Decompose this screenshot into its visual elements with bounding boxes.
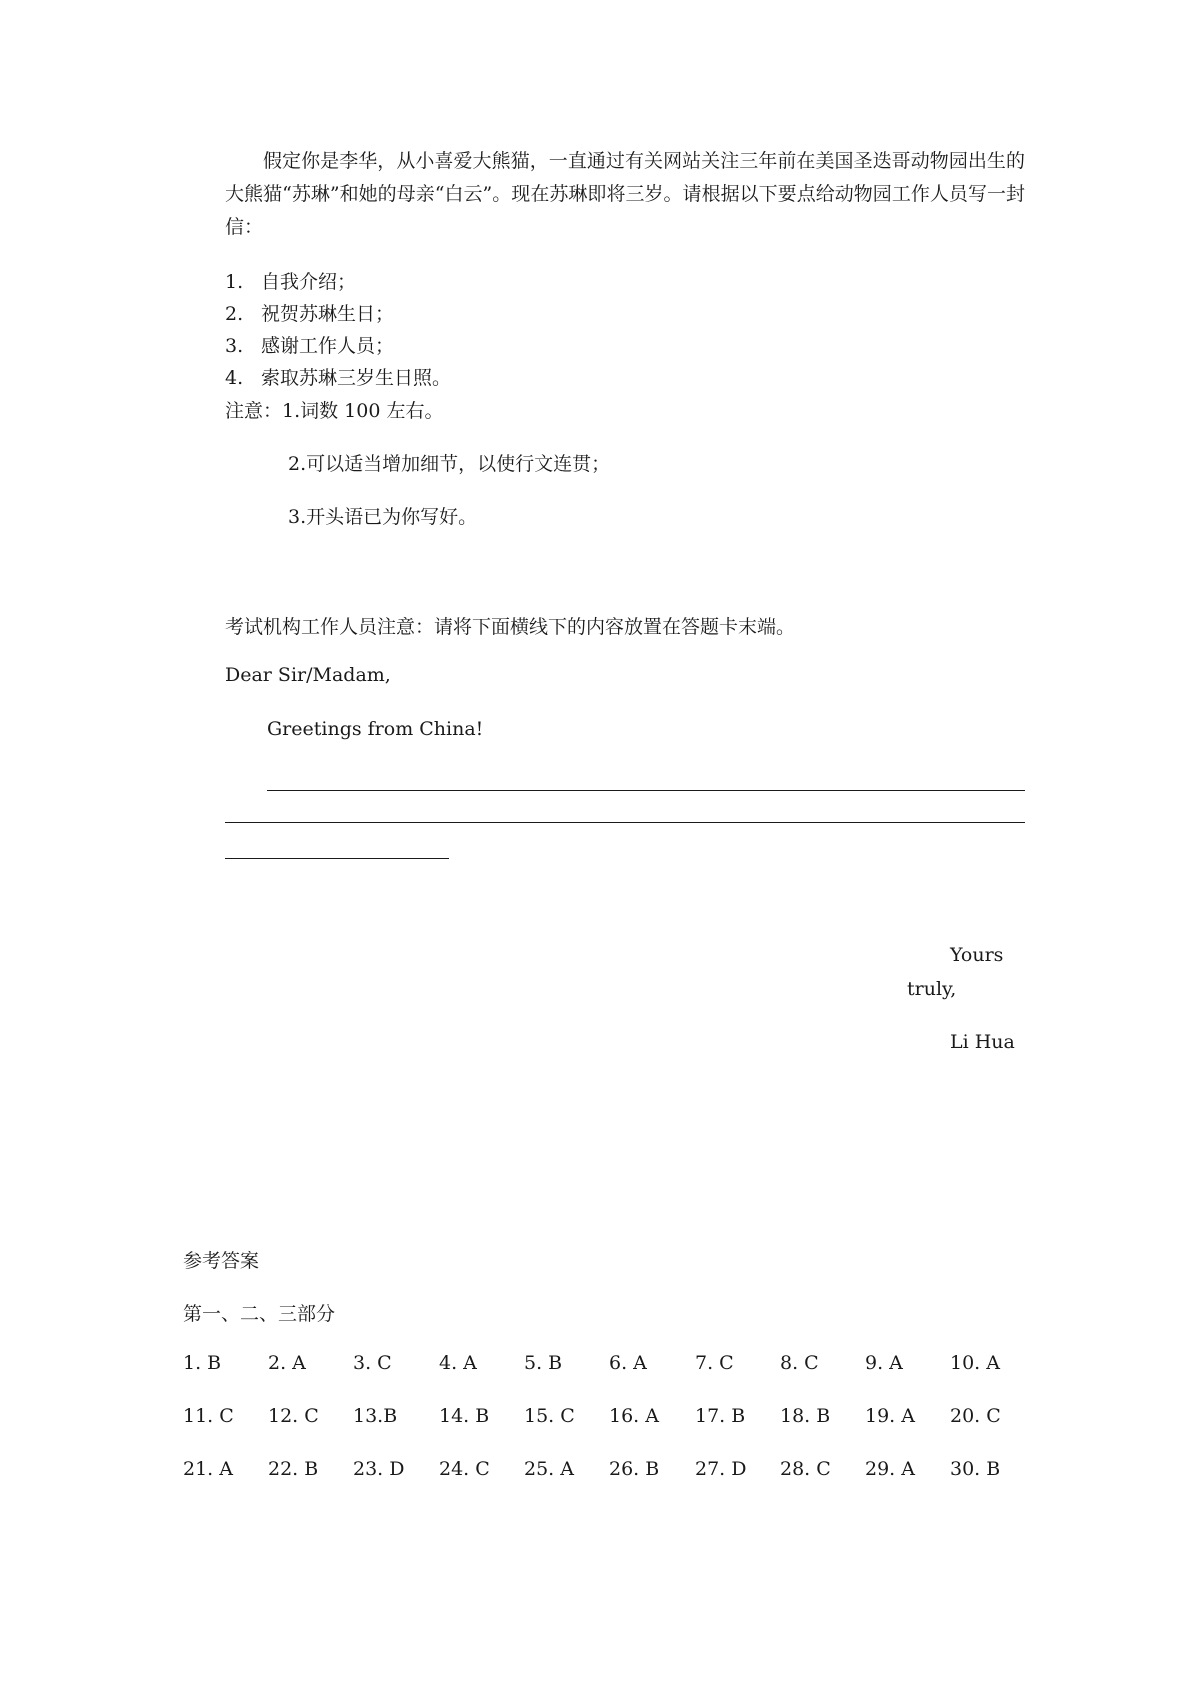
answer-cell: 2. A bbox=[268, 1352, 306, 1374]
answer-row bbox=[183, 1405, 1083, 1435]
answer-cell: 21. A bbox=[183, 1458, 233, 1480]
answer-cell: 23. D bbox=[353, 1458, 405, 1480]
answers-title: 参考答案 bbox=[183, 1250, 260, 1272]
answer-cell: 27. D bbox=[695, 1458, 747, 1480]
answer-cell: 4. A bbox=[439, 1352, 477, 1374]
requirement-item bbox=[225, 266, 356, 298]
requirement-text: 感谢工作人员； bbox=[261, 335, 395, 357]
note-2: 2.可以适当增加细节，以使行文连贯； bbox=[288, 453, 611, 475]
answer-row bbox=[183, 1352, 1083, 1382]
letter-salutation: Dear Sir/Madam, bbox=[225, 664, 391, 686]
answer-cell: 5. B bbox=[524, 1352, 563, 1374]
answer-cell: 29. A bbox=[865, 1458, 915, 1480]
note-3: 3.开头语已为你写好。 bbox=[288, 506, 478, 528]
writing-blank-line bbox=[225, 858, 449, 859]
notes-label: 注意：1.词数 100 左右。 bbox=[225, 400, 444, 422]
staff-instruction: 考试机构工作人员注意：请将下面横线下的内容放置在答题卡末端。 bbox=[225, 616, 796, 638]
answer-cell: 19. A bbox=[865, 1405, 915, 1427]
requirement-text: 祝贺苏琳生日； bbox=[261, 303, 395, 325]
writing-blank-line bbox=[267, 790, 1025, 791]
answer-cell: 13.B bbox=[353, 1405, 398, 1427]
answer-cell: 8. C bbox=[780, 1352, 819, 1374]
answer-row bbox=[183, 1458, 1083, 1488]
answer-cell: 26. B bbox=[609, 1458, 660, 1480]
answer-cell: 25. A bbox=[524, 1458, 574, 1480]
requirement-item bbox=[225, 298, 394, 330]
answer-cell: 16. A bbox=[609, 1405, 659, 1427]
requirement-number: 2. bbox=[225, 303, 244, 325]
answer-cell: 9. A bbox=[865, 1352, 903, 1374]
answer-cell: 28. C bbox=[780, 1458, 831, 1480]
answer-cell: 17. B bbox=[695, 1405, 746, 1427]
answer-cell: 12. C bbox=[268, 1405, 319, 1427]
requirement-number: 3. bbox=[225, 335, 244, 357]
answers-section-title: 第一、二、三部分 bbox=[183, 1303, 336, 1325]
requirement-item bbox=[225, 362, 451, 394]
answer-cell: 6. A bbox=[609, 1352, 647, 1374]
requirement-item bbox=[225, 330, 394, 362]
letter-signature: Li Hua bbox=[950, 1031, 1015, 1053]
letter-closing: Yours bbox=[950, 944, 1004, 966]
answer-cell: 18. B bbox=[780, 1405, 831, 1427]
answer-cell: 30. B bbox=[950, 1458, 1001, 1480]
answer-cell: 7. C bbox=[695, 1352, 734, 1374]
answer-cell: 14. B bbox=[439, 1405, 490, 1427]
answer-cell: 24. C bbox=[439, 1458, 490, 1480]
answer-cell: 15. C bbox=[524, 1405, 575, 1427]
answer-cell: 22. B bbox=[268, 1458, 319, 1480]
task-description: 假定你是李华，从小喜爱大熊猫，一直通过有关网站关注三年前在美国圣迭哥动物园出生的大熊猫“苏琳”和她的母亲“白云”。现在苏琳即将三岁。请根据以下要点给动物园工作人员写一封信： bbox=[225, 150, 1025, 238]
letter-closing-continued: truly, bbox=[907, 978, 957, 1000]
requirement-text: 自我介绍； bbox=[261, 271, 357, 293]
answer-cell: 1. B bbox=[183, 1352, 222, 1374]
letter-greeting: Greetings from China! bbox=[267, 718, 484, 740]
requirement-text: 索取苏琳三岁生日照。 bbox=[261, 367, 452, 389]
answer-cell: 10. A bbox=[950, 1352, 1000, 1374]
requirement-number: 1. bbox=[225, 271, 244, 293]
writing-blank-line bbox=[225, 822, 1025, 823]
answer-cell: 20. C bbox=[950, 1405, 1001, 1427]
requirement-number: 4. bbox=[225, 367, 244, 389]
answer-cell: 11. C bbox=[183, 1405, 234, 1427]
answer-cell: 3. C bbox=[353, 1352, 392, 1374]
